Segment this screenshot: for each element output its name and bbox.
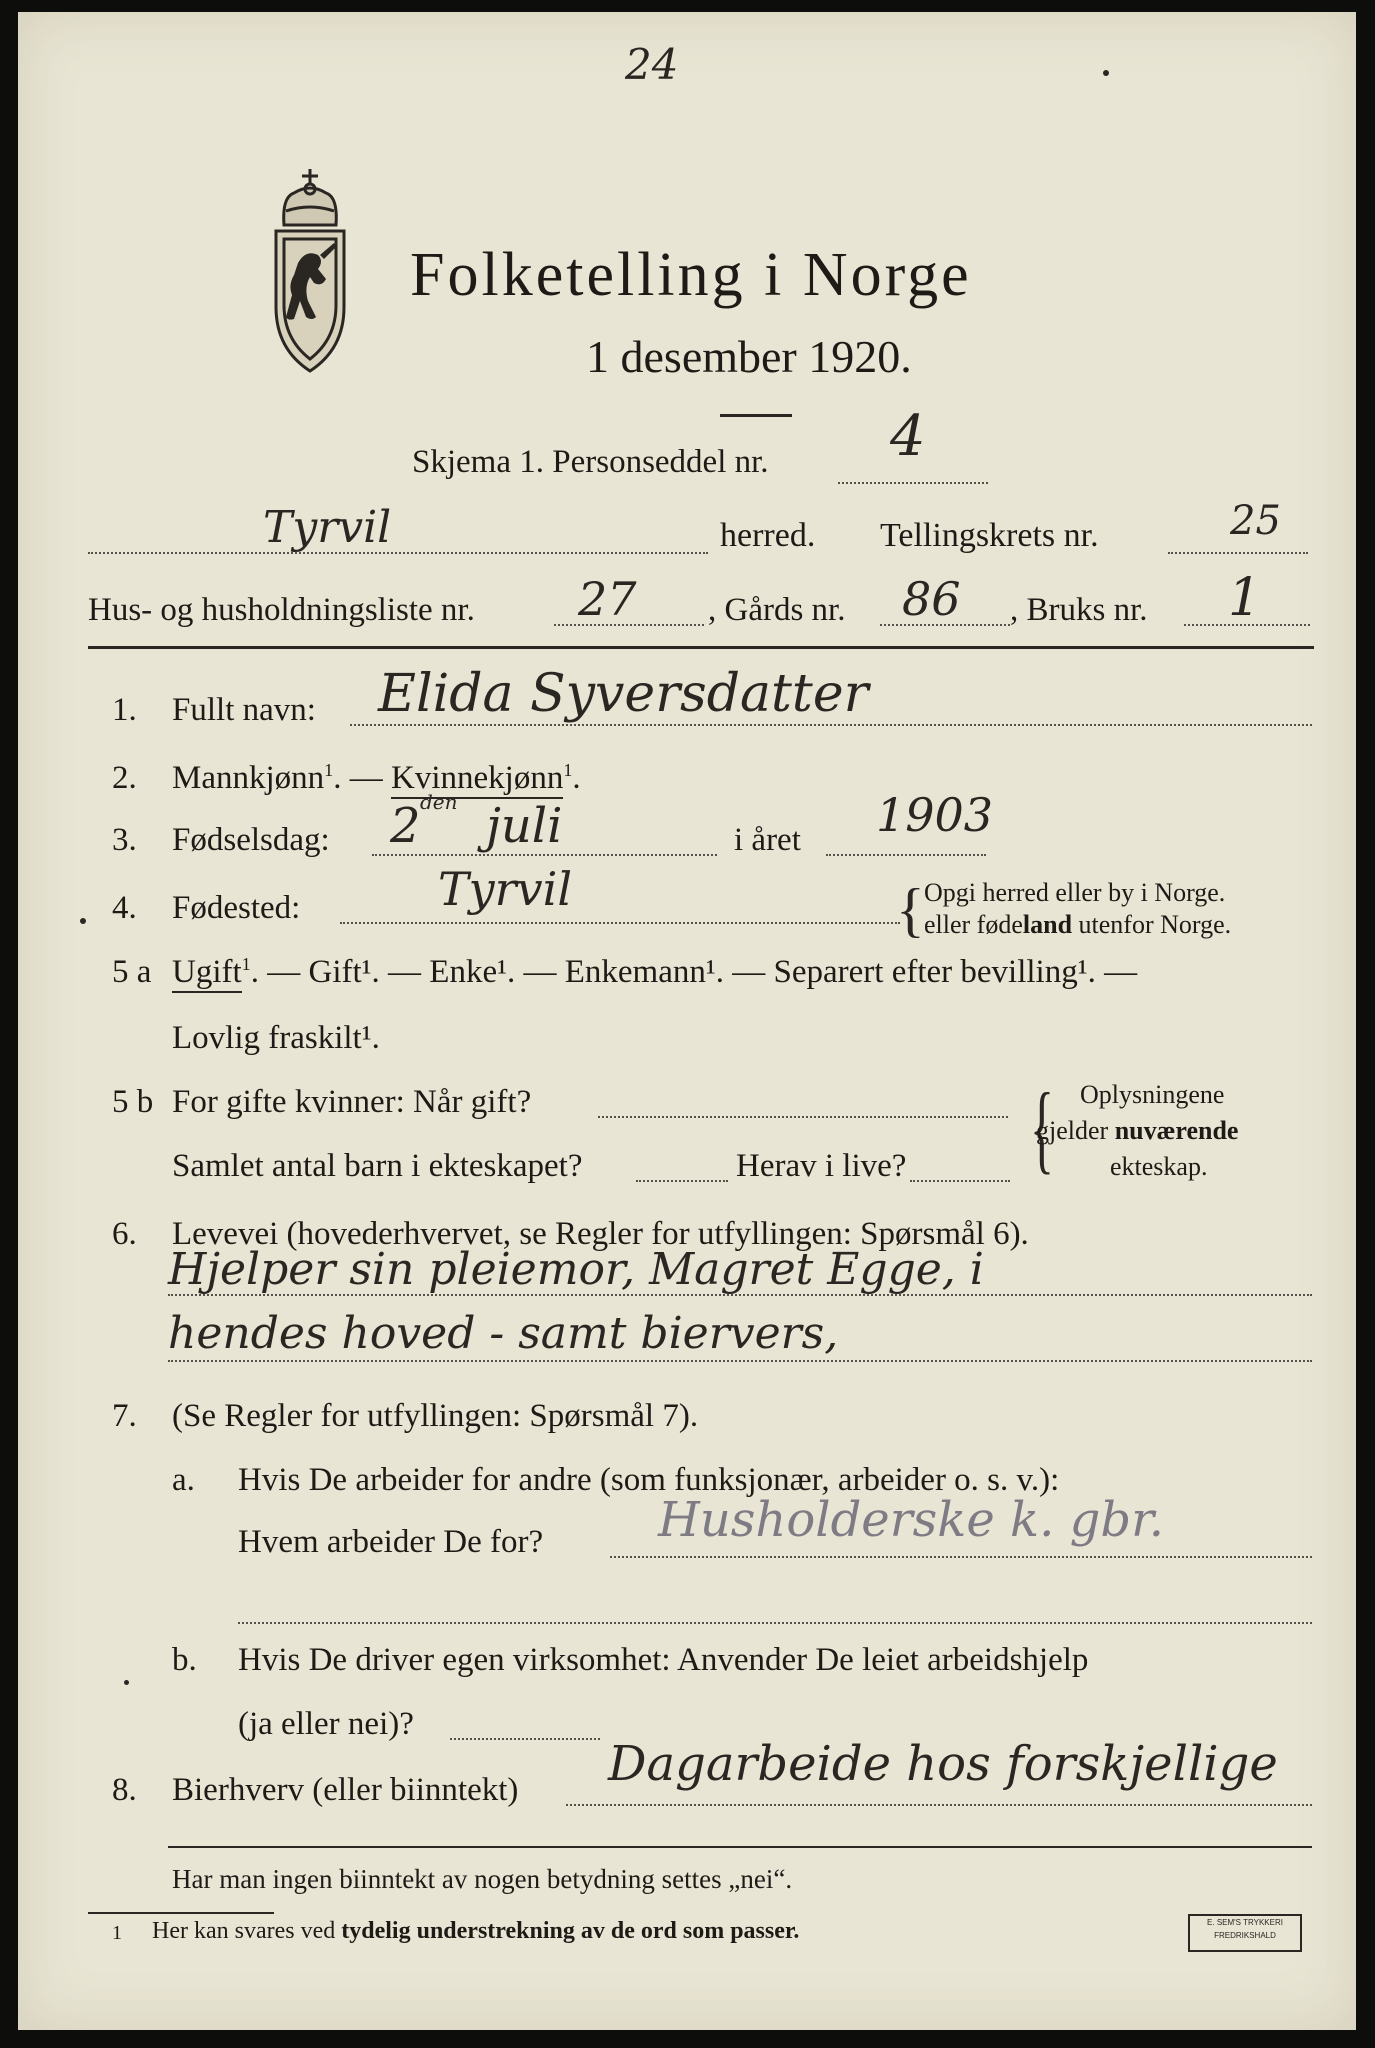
q5b-note-brace: { [1030,1072,1054,1183]
q7a-line2: Hvem arbeider De for? [238,1524,544,1560]
q4-label: Fødested: [172,890,301,926]
alive-field-line [910,1180,1010,1182]
q6-label: Levevei (hovederhvervet, se Regler for utfyllingen: Spørsmål 6). [172,1216,1029,1252]
schema-field-line [838,482,988,484]
herred-label: herred. [720,517,816,554]
q8-number: 8. [112,1772,137,1808]
margin-ink-dot [80,918,86,924]
handwritten-page-number: 24 [625,40,679,89]
birth-year-field-line [826,854,986,856]
herred-value[interactable]: Tyrvil [263,502,392,553]
q7b-letter: b. [172,1642,197,1678]
q5b-alive-label: Herav i live? [736,1148,907,1184]
q4-number: 4. [112,890,137,926]
q2-number: 2. [112,760,137,796]
q2-options: Mannkjønn$^1$. — Kvinnekjønn$^1$. [172,760,581,797]
q5a-line2[interactable]: Lovlig fraskilt¹. [172,1020,380,1056]
footnote-mark: 1 [112,1922,122,1944]
q5b-children-label: Samlet antal barn i ekteskapet? [172,1148,583,1184]
q4-note-line1: Opgi herred eller by i Norge. [924,878,1226,907]
ink-dot [1103,70,1109,76]
employer-field-line [610,1556,1312,1558]
employer-field-line2 [238,1622,1312,1624]
footer-note: Har man ingen biinntekt av nogen betydning settes „nei“. [172,1864,793,1894]
q4-note-brace: { [896,877,925,943]
hired-help-field-line [450,1738,600,1740]
q1-number: 1. [112,692,137,728]
birth-year-label: i året [734,822,801,858]
footnote-rule [88,1912,274,1914]
occupation-answer-line1[interactable]: Hjelper sin pleiemor, Magret Egge, i [168,1244,984,1295]
herred-field-line [88,552,708,554]
occupation-field-line2 [168,1360,1312,1362]
birth-day-suffix: den [420,790,458,814]
birth-year-value[interactable]: 1903 [876,788,994,842]
birthplace-value[interactable]: Tyrvil [438,862,573,916]
q5b-note-line2: gjelder nuværende [1036,1116,1239,1145]
female-option-underlined[interactable]: Kvinnekjønn [391,760,563,799]
ugift-option-underlined[interactable]: Ugift [172,954,242,993]
q6-number: 6. [112,1216,137,1252]
q7a-line1: Hvis De arbeider for andre (som funksjonær, arbeider o. s. v.): [238,1462,1060,1498]
q1-label: Fullt navn: [172,692,316,728]
bruks-value[interactable]: 1 [1228,568,1262,628]
form-date: 1 desember 1920. [586,331,912,382]
q8-label: Bierhverv (eller biinntekt) [172,1772,519,1808]
male-option[interactable]: Mannkjønn [172,760,325,796]
gards-label-text: , Gårds nr. [708,592,846,628]
q5b-number: 5 b [112,1084,154,1120]
occupation-answer-line2[interactable]: hendes hoved - samt biervers, [168,1308,839,1359]
q5a-options: Ugift$^1$. — Gift¹. — Enke¹. — Enkemann¹. — Separert efter bevilling¹. — [172,954,1137,991]
schema-number-value[interactable]: 4 [890,404,926,469]
footnote-text: Her kan svares ved tydelig understrekning av de ord som passer. [152,1918,800,1944]
employer-answer[interactable]: Husholderske k. gbr. [658,1492,1165,1548]
side-income-answer[interactable]: Dagarbeide hos forskjellige [608,1736,1278,1792]
gards-value[interactable]: 86 [902,572,961,626]
married-date-field-line [598,1116,1008,1118]
q3-label: Fødselsdag: [172,822,330,858]
form-title: Folketelling i Norge [410,241,972,309]
side-income-field-line [566,1804,1312,1806]
q5b-note-line3: ekteskap. [1110,1152,1208,1181]
footer-divider [168,1846,1312,1848]
q1-field-line [350,724,1312,726]
bruks-label: , Bruks nr. [1010,592,1148,628]
children-field-line [636,1180,728,1182]
q3-number: 3. [112,822,137,858]
q7-label: (Se Regler for utfyllingen: Spørsmål 7). [172,1398,699,1434]
household-list-value[interactable]: 27 [578,572,637,626]
q7-number: 7. [112,1398,137,1434]
full-name-value[interactable]: Elida Syversdatter [378,664,869,724]
birthplace-field-line [340,922,900,924]
tellingskrets-value[interactable]: 25 [1230,498,1281,544]
q7b-line2: (ja eller nei)? [238,1706,414,1742]
title-divider [720,414,792,417]
tellingskrets-label: Tellingskrets nr. [880,517,1099,554]
q4-note-line2: eller fødeland utenfor Norge. [924,910,1232,939]
q7a-letter: a. [172,1462,195,1498]
norwegian-coat-of-arms-icon [264,167,356,377]
tellingskrets-field-line [1168,552,1308,554]
q5b-note-line1: Oplysningene [1080,1080,1225,1109]
household-list-label: Hus- og husholdningsliste nr. [88,592,475,628]
printer-stamp: E. SEM'S TRYKKERI FREDRIKSHALD [1188,1914,1302,1952]
birthday-field-line [372,854,717,856]
q5b-married-label: For gifte kvinner: Når gift? [172,1084,532,1120]
q7b-line1: Hvis De driver egen virksomhet: Anvender De leiet arbeidshjelp [238,1642,1089,1678]
q5a-number: 5 a [112,954,152,990]
occupation-field-line1 [168,1294,1312,1296]
birth-day-value[interactable]: 2 [390,798,421,854]
header-divider [88,646,1314,649]
census-form-page [18,12,1356,2030]
schema-label: Skjema 1. Personseddel nr. [412,444,769,480]
birth-month-value[interactable]: juli [486,798,563,854]
margin-ink-dot-2 [124,1680,129,1685]
